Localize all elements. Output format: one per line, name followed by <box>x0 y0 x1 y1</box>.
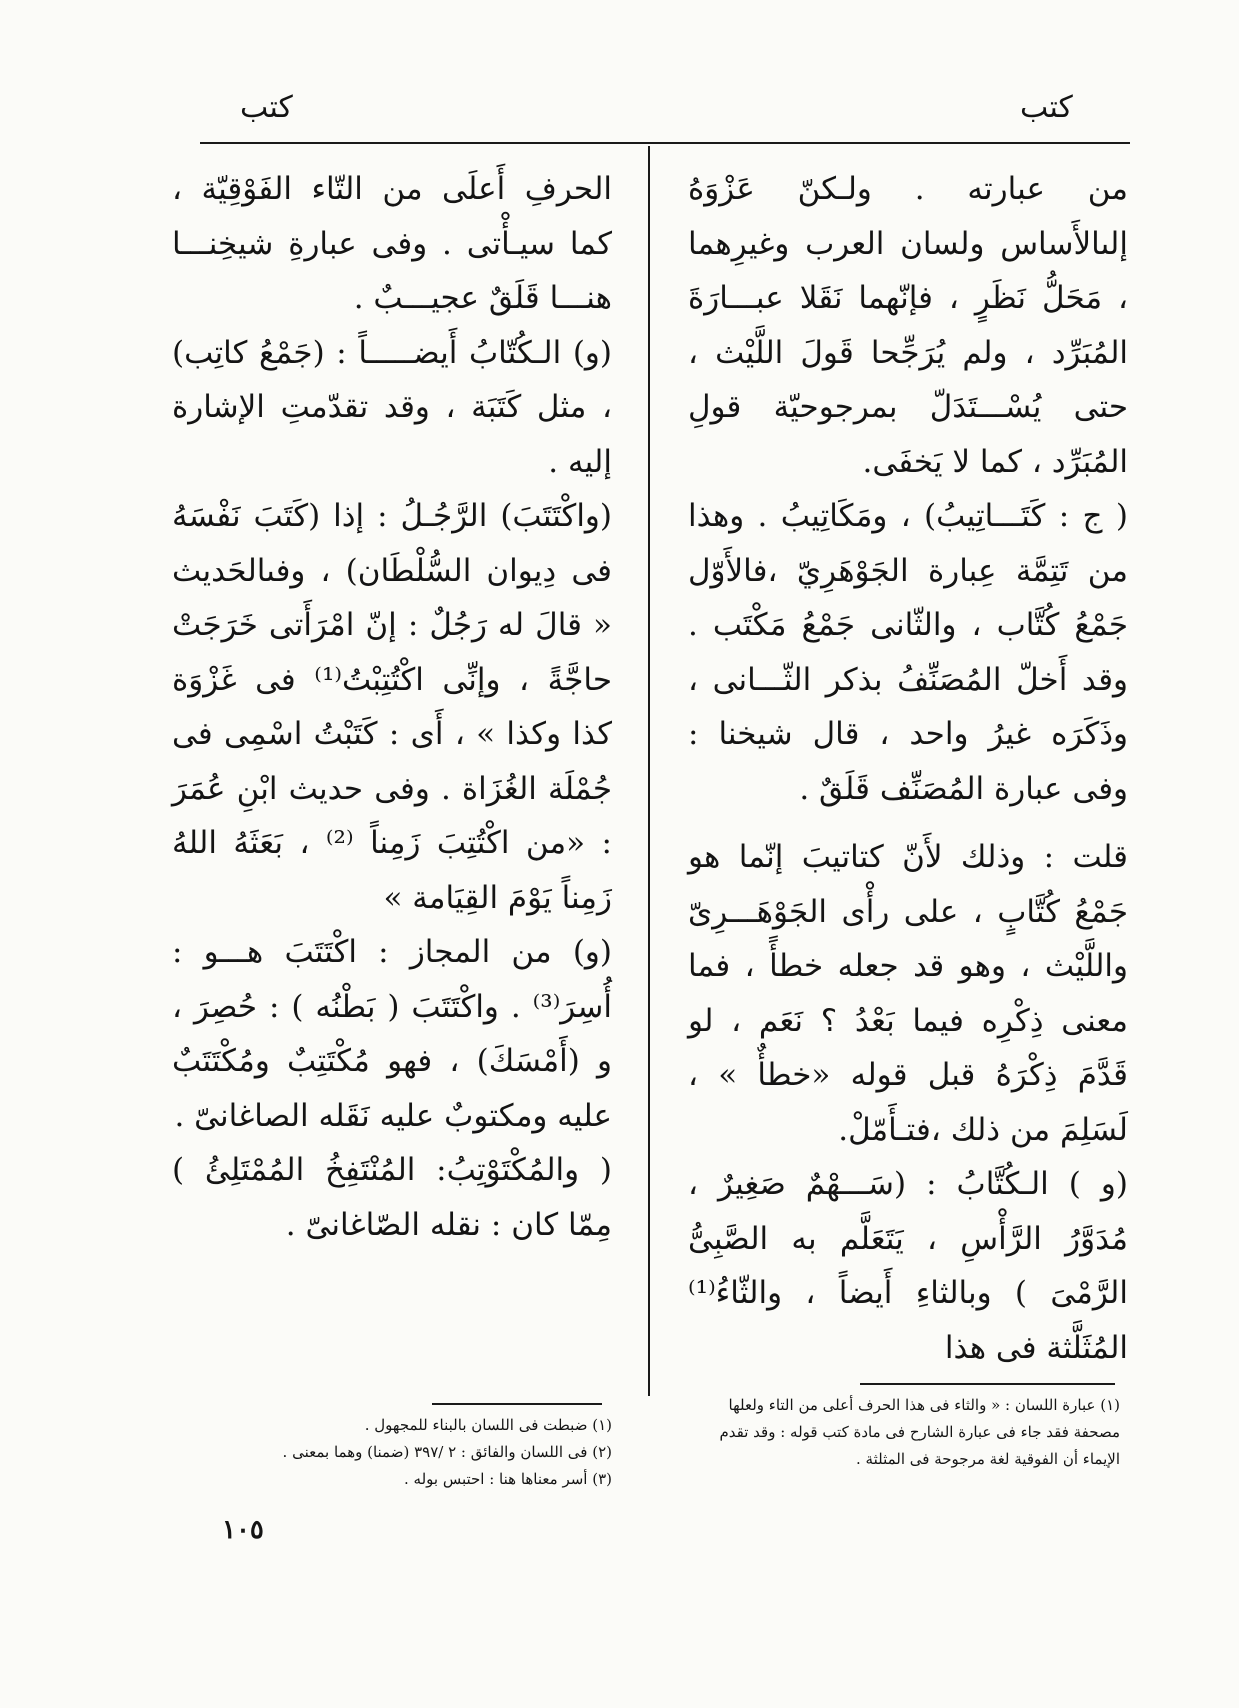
running-header-right: كتب <box>1020 90 1073 125</box>
right-text-column <box>688 162 1128 1375</box>
footnote: (١) عبارة اللسان : « والثاء فى هذا الحرف أعلى من التاء ولعلها مصحفة فقد جاء فى عبارة الشارح فى مادة كتب قوله : وقد تقدم الإيماء أن الفوقية لغة مرجوحة فى المثلثة . <box>719 1396 1120 1468</box>
header-rule <box>200 142 1130 144</box>
paragraph: (و) من المجاز : اكْتَتَبَ هـــو : أُسِرَ⁽³⁾ . واكْتَتَبَ ( بَطْنُه ) : حُصِرَ ، و (أَمْسَكَ) ، فهو مُكْتَتِبٌ ومُكْتَتَبٌ عليه ومكتوبٌ عليه نَقَله الصاغانىّ . <box>172 934 612 1134</box>
paragraph: ( والمُكْتَوْتِبُ: المُنْتَفِخُ المُمْتَلِئُ ) مِمّا كان : نقله الصّاغانىّ . <box>172 1152 612 1243</box>
paragraph: قلت : وذلك لأَنّ كتاتيبَ إنّما هو جَمْعُ كُتَّابٍ ، على رأْى الجَوْهَـــرِىّ واللَّيْث ، وهو قد جعله خطأً ، فما معنى ذِكْرِه فيما بَعْدُ ؟ نَعَم ، لو قَدَّمَ ذِكْرَهُ قبل قوله «خطأٌ » ، لَسَلِمَ من ذلك ،فتـأَمّلْ. <box>688 839 1128 1148</box>
paragraph: (و ) الـكُتَّابُ : (سَـــهْمٌ صَغِيرٌ ، مُدَوَّرُ الرَّأْسِ ، يَتَعَلَّم به الصَّبِىُّ الرَّمْىَ ) وبالثاءِ أَيضاً ، والثّاءُ⁽¹⁾ المُثَلَّثة فى هذا <box>688 1166 1128 1366</box>
footnote-rule-left <box>432 1403 602 1405</box>
footnotes-right <box>690 1392 1120 1473</box>
running-header-left: كتب <box>240 90 293 125</box>
footnote: (٣) أسر معناها هنا : احتبس بوله . <box>404 1470 612 1488</box>
footnote: (١) ضبطت فى اللسان بالبناء للمجهول . <box>364 1416 612 1434</box>
paragraph: ( ج : كَتَـــاتِيبُ) ، ومَكَاتِيبُ . وهذا من تَتِمَّة عِبارة الجَوْهَرِيّ ،فالأَوّل جَمْعُ كُتَّاب ، والثّانى جَمْعُ مَكْتَب . وقد أَخلّ المُصَنِّفُ بذكر الثّـــانى ، وذَكَرَه غيرُ واحد ، قال شيخنا : وفى عبارة المُصَنِّف قَلَقٌ . <box>688 498 1128 807</box>
paragraph: (و) الـكُتّابُ أَيضـــــاً : (جَمْعُ كاتِب) ، مثل كَتَبَة ، وقد تقدّمتِ الإشارة إليه . <box>172 334 612 480</box>
paragraph: (واكْتَتَبَ) الرَّجُـلُ : إذا (كَتَبَ نَفْسَهُ فى دِيوان السُّلْطَان) ، وفىالحَديث « قالَ له رَجُلٌ : إنّ امْرَأَتى خَرَجَتْ حاجَّةً ، وإنِّى اكْتُتِبْتُ⁽¹⁾ فى غَزْوَة كذا وكذا » ، أَى : كَتَبْتُ اسْمِى فى جُمْلَة الغُزَاة . وفى حديث ابْنِ عُمَرَ : «من اكْتُتِبَ زَمِناً ⁽²⁾ ، بَعَثَهُ اللهُ زَمِناً يَوْمَ القِيَامة » <box>172 498 612 916</box>
page-number: ١٠٥ <box>222 1515 264 1545</box>
paragraph: من عبارته . ولـكنّ عَزْوَهُ إلىالأَساس ولسان العرب وغيرِهما ، مَحَلُّ نَظَرٍ ، فإنّهما نَقَلا عبـــارَةَ المُبَرِّد ، ولم يُرَجِّحا قَولَ اللَّيْث ، حتى يُسْـــتَدَلّ بمرجوحيّة قولِ المُبَرِّد ، كما لا يَخفَى. <box>688 171 1128 480</box>
left-text-column <box>172 162 612 1252</box>
footnote: (٢) فى اللسان والفائق : ٢ /٣٩٧ (ضمنا) وهما بمعنى . <box>282 1443 612 1461</box>
footnotes-left <box>172 1412 612 1493</box>
paragraph: الحرفِ أَعلَى من التّاء الفَوْقِيّة ، كما سيـأْتى . وفى عبارةِ شيخِنـــا هنـــا قَلَقٌ عجيـــبٌ . <box>172 171 612 316</box>
footnote-rule-right <box>860 1383 1115 1385</box>
column-divider <box>648 146 650 1396</box>
